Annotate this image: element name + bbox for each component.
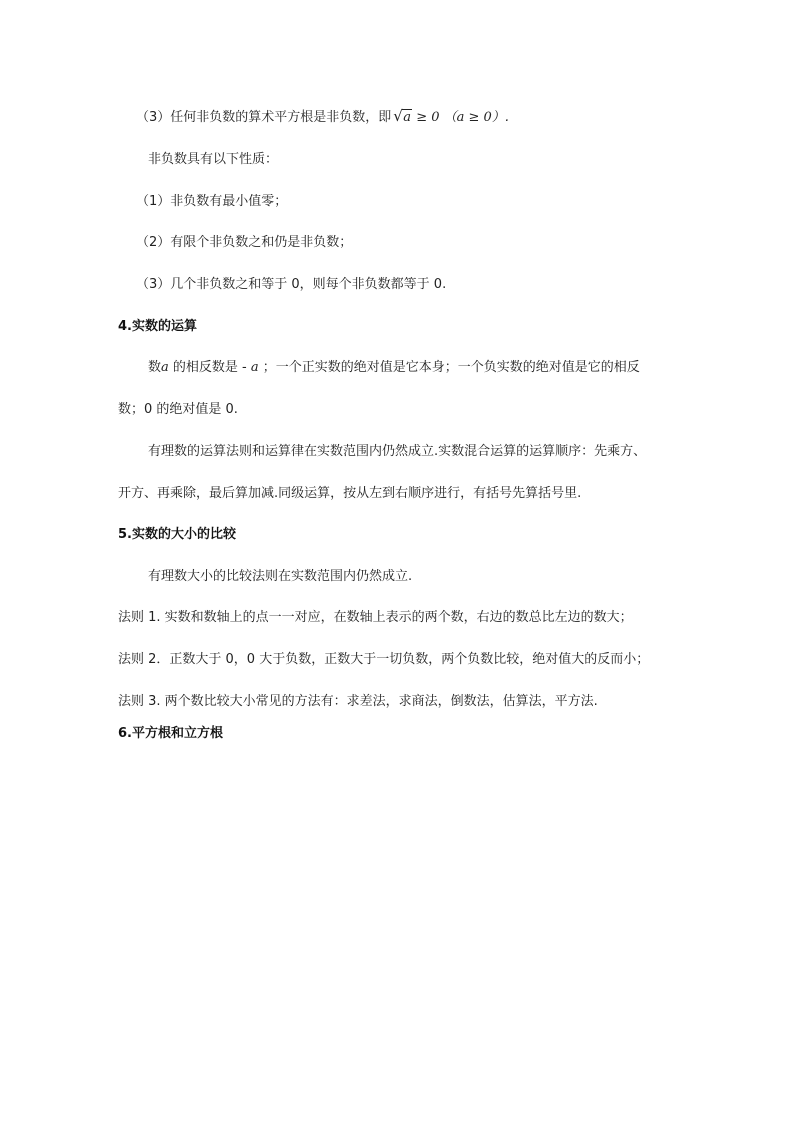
rule-3: 法则 3. 两个数比较大小常见的方法有：求差法，求商法，倒数法，估算法，平方法. xyxy=(118,694,598,709)
property-2: （2）有限个非负数之和仍是非负数； xyxy=(136,235,353,250)
inequality: ≥ 0 xyxy=(416,110,440,125)
variable: a xyxy=(250,360,259,375)
nonnegative-properties-intro: 非负数具有以下性质： xyxy=(148,152,279,167)
sec4-paragraph-2-line-2: 开方、再乘除，最后算加减.同级运算，按从左到右顺序进行，有括号先算括号里. xyxy=(118,486,582,501)
section-4-heading: 4.实数的运算 xyxy=(118,319,197,334)
section-6-heading: 6.平方根和立方根 xyxy=(118,726,223,741)
property-1: （1）非负数有最小值零； xyxy=(136,194,288,209)
sqrt-expression xyxy=(393,109,412,127)
sqrt-argument: a xyxy=(403,110,412,125)
radical-sign: √ xyxy=(393,107,403,125)
sec4-paragraph-2-line-1: 有理数的运算法则和运算律在实数范围内仍然成立.实数混合运算的运算顺序：先乘方、 xyxy=(148,444,647,459)
variable: a xyxy=(161,360,169,375)
text-segment: ；一个正实数的绝对值是它本身；一个负实数的绝对值是它的相反 xyxy=(258,360,640,375)
text-segment: 的相反数是 - xyxy=(168,360,251,375)
section-5-heading: 5.实数的大小的比较 xyxy=(118,527,236,542)
property-3-sqrt-nonnegative xyxy=(136,109,509,127)
rule-1: 法则 1. 实数和数轴上的点一一对应，在数轴上表示的两个数，右边的数总比左边的数大； xyxy=(118,610,633,625)
rule-2: 法则 2．正数大于 0，0 大于负数，正数大于一切负数，两个负数比较，绝对值大的反而小； xyxy=(118,652,650,667)
sec4-paragraph-1-line-1 xyxy=(148,359,640,377)
sec4-paragraph-1-line-2: 数；0 的绝对值是 0. xyxy=(118,402,238,417)
sec5-paragraph-1: 有理数大小的比较法则在实数范围内仍然成立. xyxy=(148,569,413,584)
text-segment: （3）任何非负数的算术平方根是非负数，即 xyxy=(136,110,392,125)
condition: （a ≥ 0）. xyxy=(443,110,509,125)
text-segment: 数 xyxy=(148,360,162,375)
property-3: （3）几个非负数之和等于 0，则每个非负数都等于 0. xyxy=(136,277,447,292)
